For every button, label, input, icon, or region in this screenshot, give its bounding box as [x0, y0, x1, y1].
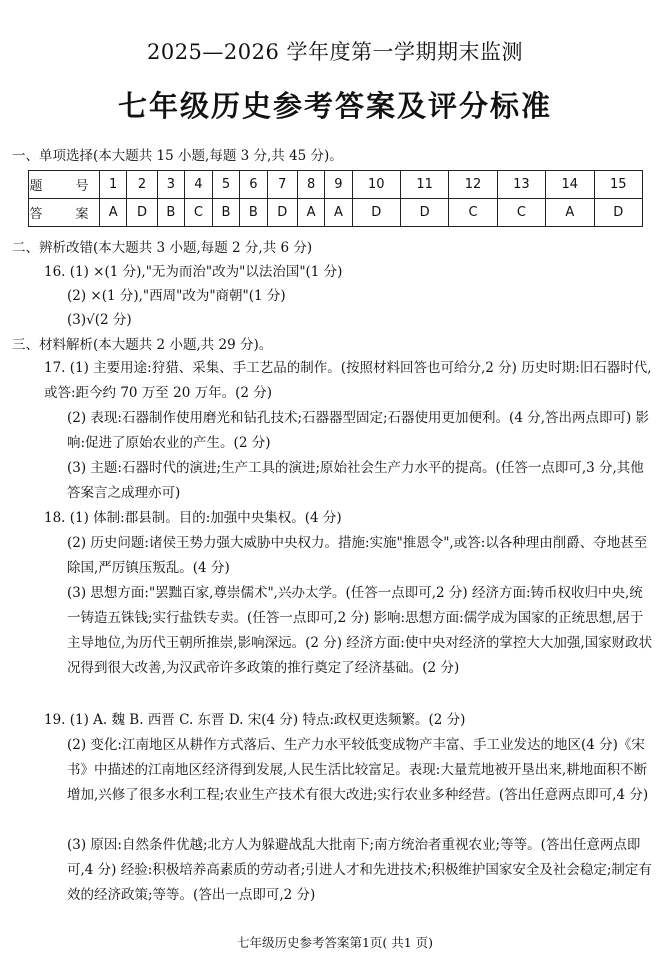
table-cell: B [212, 199, 239, 227]
table-cell: 11 [400, 171, 448, 199]
table-cell: C [497, 199, 545, 227]
table-cell: 8 [297, 171, 324, 199]
page-footer: 七年级历史参考答案第1页( 共1 页) [236, 935, 434, 950]
table-cell: 2 [127, 171, 157, 199]
table-cell: B [240, 199, 267, 227]
row-label-answer: 答 案 [29, 199, 100, 227]
document-title: 七年级历史参考答案及评分标准 [117, 89, 552, 123]
table-cell: A [297, 199, 324, 227]
q18-part2: (2) 历史问题:诸侯王势力强大威胁中央权力。措施:实施"推恩令",或答:以各种理由削爵、夺地甚至除国,严厉镇压叛乱。(4 分) [67, 535, 648, 576]
table-cell: 6 [240, 171, 267, 199]
q19-part1: 19. (1) A. 魏 B. 西晋 C. 东晋 D. 宋(4 分) 特点:政权更迭频繁。(2 分) [44, 712, 466, 728]
table-cell: D [352, 199, 400, 227]
q17-part3: (3) 主题:石器时代的演进;生产工具的演进;原始社会生产力水平的提高。(任答一点即可,3 分,其他答案言之成理亦可) [67, 460, 644, 501]
section3-heading: 三、材料解析(本大题共 2 小题,共 29 分)。 [12, 337, 273, 353]
table-row-numbers [29, 171, 643, 199]
table-row-answers [29, 199, 643, 227]
table-cell: 13 [497, 171, 545, 199]
table-cell: 7 [267, 171, 297, 199]
q19-part3: (3) 原因:自然条件优越;北方人为躲避战乱大批南下;南方统治者重视农业;等等。(答出任意两点即可,4 分) 经验:积极培养高素质的劳动者;引进人才和先进技术;积极维护国家安全及社会稳定;制定有效的经济政策;等等。(答出一点即可,2 分) [67, 837, 652, 903]
row-label-question: 题 号 [29, 171, 100, 199]
table-cell: D [594, 199, 643, 227]
q19-part2: (2) 变化:江南地区从耕作方式落后、生产力水平较低变成物产丰富、手工业发达的地区(4 分)《宋书》中描述的江南地区经济得到发展,人民生活比较富足。表现:大量荒地被开垦出来,耕地面积不断增加,兴修了很多水利工程;农业生产技术有很大改进;实行农业多种经营。(答出任意两点即可,4 分) [67, 737, 649, 803]
exam-title: 2025—2026 学年度第一学期期末监测 [146, 40, 524, 64]
table-cell: 15 [594, 171, 643, 199]
answer-line: 16. (1) ×(1 分),"无为而治"改为"以法治国"(1 分) [44, 264, 343, 280]
table-cell: A [325, 199, 352, 227]
table-cell: D [400, 199, 448, 227]
q18-part1: 18. (1) 体制:郡县制。目的:加强中央集权。(4 分) [44, 510, 342, 526]
table-cell: 10 [352, 171, 400, 199]
table-cell: 12 [449, 171, 497, 199]
table-cell: 5 [212, 171, 239, 199]
table-cell: 1 [100, 171, 127, 199]
table-cell: 9 [325, 171, 352, 199]
q17-part2: (2) 表现:石器制作使用磨光和钻孔技术;石器器型固定;石器使用更加便利。(4 分,答出两点即可) 影响:促进了原始农业的产生。(2 分) [67, 410, 650, 451]
answer-line: (2) ×(1 分),"西周"改为"商朝"(1 分) [67, 288, 286, 304]
table-cell: D [127, 199, 157, 227]
table-cell: 4 [185, 171, 213, 199]
section1-heading: 一、单项选择(本大题共 15 小题,每题 3 分,共 45 分)。 [12, 148, 343, 164]
section2-heading: 二、辨析改错(本大题共 3 小题,每题 2 分,共 6 分) [12, 240, 313, 256]
table-cell: C [449, 199, 497, 227]
table-cell: A [100, 199, 127, 227]
table-cell: C [185, 199, 213, 227]
table-cell: 3 [157, 171, 184, 199]
table-cell: D [267, 199, 297, 227]
table-cell: A [546, 199, 594, 227]
table-cell: B [157, 199, 184, 227]
q17-part1: 17. (1) 主要用途:狩猎、采集、手工艺品的制作。(按照材料回答也可给分,2 分) 历史时期:旧石器时代,或答:距今约 70 万至 20 万年。(2 分) [44, 360, 652, 401]
answer-table [28, 170, 643, 227]
table-cell: 14 [546, 171, 594, 199]
q18-part3: (3) 思想方面:"罢黜百家,尊崇儒术",兴办太学。(任答一点即可,2 分) 经济方面:铸币权收归中央,统一铸造五铢钱;实行盐铁专卖。(任答一点即可,2 分) 影响:思想方面:儒学成为国家的正统思想,居于主导地位,为历代王朝所推崇,影响深远。(2 分) 经济方面:使中央对经济的掌控大大加强,国家财政状况得到很大改善,为汉武帝许多政策的推行奠定了经济基础。(2 分) [67, 585, 653, 676]
answer-line: (3)√(2 分) [67, 312, 132, 328]
